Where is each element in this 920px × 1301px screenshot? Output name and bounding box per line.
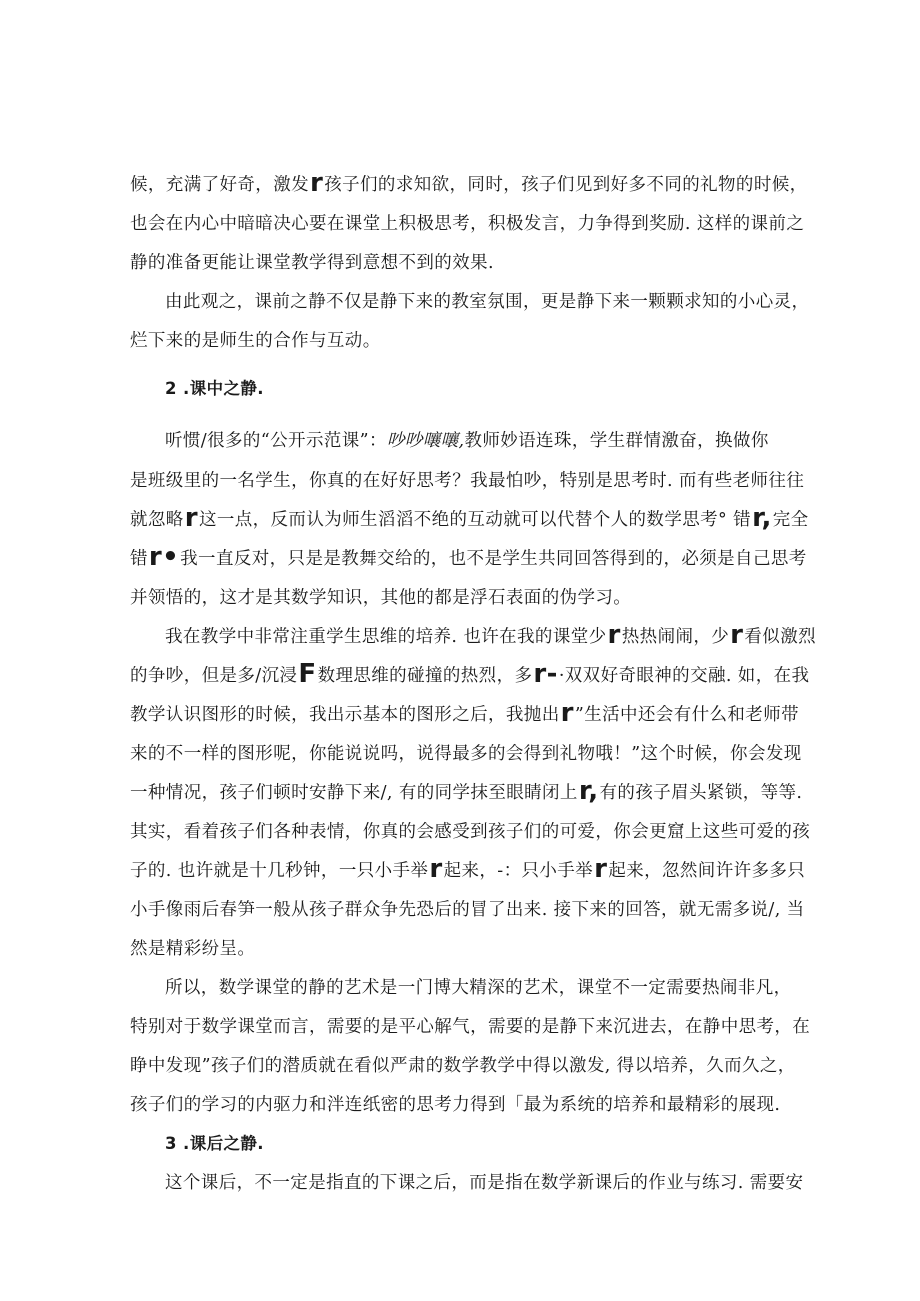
paragraph-4-line-1: 我在教学中非常注重学生思维的培养. 也许在我的课堂少r热热闹闹，少r看似激烈 [165,620,817,650]
paragraph-2-line-2: 烂下来的是师生的合作与互动。 [130,331,381,351]
ocr-glyph: r [730,620,744,650]
ocr-glyph: r• [148,542,180,572]
ocr-glyph: r [560,698,574,728]
paragraph-4-line-4: 来的不一样的图形呢，你能说说吗，说得最多的会得到礼物哦！”这个时候，你会发现 [130,744,802,764]
emphasis-text: 吵吵嚷嚷, [386,431,465,451]
paragraph-4-line-9: 然是精彩纷呈。 [130,939,256,959]
paragraph-1-line-3: 静的准备更能让课堂教学得到意想不到的效果. [130,253,494,273]
paragraph-4-line-8: 小手像雨后春笋一般从孩子群众争先恐后的冒了出来. 接下来的回答，就无需多说/, 当 [130,900,805,920]
paragraph-5-line-4: 孩子们的学习的内驱力和泮连纸密的思考力得到「最为系统的培养和最精彩的展现. [130,1095,781,1115]
paragraph-3-line-5: 并领悟的，这才是其数学知识，其他的都是浮石表面的伪学习。 [130,588,632,608]
paragraph-4-line-7: 子的. 也许就是十几秒钟，一只小手举r起来，-：只小手举r起来，忽然间许许多多只 [130,854,806,884]
ocr-glyph: r [184,503,198,533]
paragraph-1-line-1: 候，充满了好奇，激发r孩子们的求知欲，同时，孩子们见到好多不同的礼物的时候， [130,168,808,198]
paragraph-5-line-2: 特别对于数学课堂而言，需要的是平心解气，需要的是静下来沉进去，在静中思考，在 [130,1017,811,1037]
paragraph-3-line-2: 是班级里的一名学生，你真的在好好思考？我最怕吵，特别是思考时. 而有些老师往往 [130,471,805,491]
ocr-glyph: r- [533,659,558,689]
paragraph-4-line-3: 教学认识图形的时候，我出示基本的图形之后，我抛出r”生活中还会有什么和老师带 [130,698,799,728]
paragraph-4-line-5: 一种情况，孩子们顿时安静下来/, 有的同学抹至眼睛闭上r,有的孩子眉头紧锁，等等. [130,776,803,806]
section-heading-2: 2 .课中之静. [165,379,264,398]
section-heading-3: 3 .课后之静. [165,1134,264,1153]
ocr-glyph: F [298,659,317,689]
paragraph-6-line-1: 这个课后，不一定是指直的下课之后，而是指在数学新课后的作业与练习. 需要安 [165,1173,804,1193]
paragraph-3-line-3: 就忽略r这一点，反而认为师生滔滔不绝的互动就可以代替个人的数学思考° 错r,完全 [130,503,809,533]
paragraph-4-line-2: 的争吵，但是多/沉浸F数理思维的碰撞的热烈，多r-·双双好奇眼神的交融. 如，在我 [130,659,810,689]
ocr-glyph: r [594,854,608,884]
paragraph-4-line-6: 其实，看着孩子们各种表情，你真的会感受到孩子们的可爱，你会更窟上这些可爱的孩 [130,822,811,842]
paragraph-5-line-1: 所以，数学课堂的静的艺术是一门博大精深的艺术，课堂不一定需要热闹非凡， [165,978,792,998]
paragraph-1-line-2: 也会在内心中暗暗决心要在课堂上积极思考，积极发言，力争得到奖励. 这样的课前之 [130,214,805,234]
ocr-glyph: r [607,620,621,650]
paragraph-2-line-1: 由此观之，课前之静不仅是静下来的教室氛围，更是静下来一颗颗求知的小心灵， [165,292,810,312]
paragraph-3-line-4: 错r•我一直反对，只是是教舞交给的，也不是学生共同回答得到的，必须是自己思考 [130,542,807,572]
paragraph-5-line-3: 睁中发现”孩子们的潜质就在看似严肃的数学教学中得以激发, 得以培养，久而久之， [130,1056,796,1076]
ocr-glyph: r, [578,776,599,806]
ocr-glyph: r [429,854,443,884]
paragraph-3-line-1: 听惯/很多的“公开示范课”：吵吵嚷嚷,教师妙语连珠，学生群情激奋，换做你 [165,431,769,451]
ocr-glyph: r, [752,503,772,533]
ocr-glyph: r [310,168,324,198]
